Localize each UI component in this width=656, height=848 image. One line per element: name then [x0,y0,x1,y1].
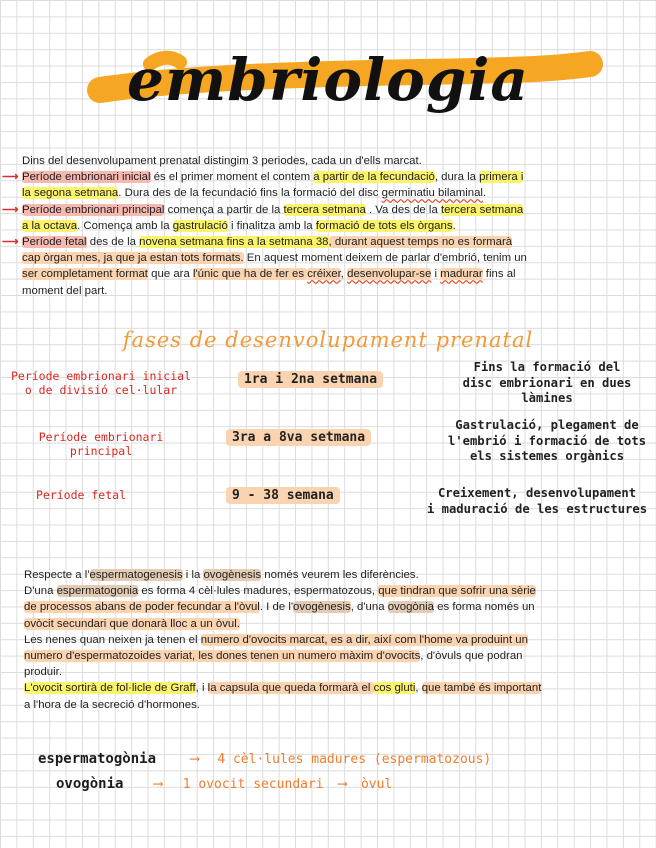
intro-line: ⟶ Període embrionari inicial és el primer moment el contem a partir de la fecundació, dura la primera i [22,169,628,185]
stage-description: Gastrulació, plegament de l'embrió i formació de tots els sistemes orgànics [447,418,647,463]
summary-result: 1 ovocit secundari [182,777,324,792]
arrow-right-icon: ⟶ [2,203,19,216]
arrow-right-icon: ⟶ [153,776,163,792]
stage-label: Període embrionari inicial o de divisió cel·lular [10,369,191,397]
intro-line: Dins del desenvolupament prenatal distingim 3 periodes, cada un d'ells marcat. [22,155,422,167]
period-label: 3ra a 8va setmana [226,430,371,445]
text-line: de processos abans de poder fecundar a l'òvul. I de l'ovogènesis, d'una ovogònia es forma només un [24,601,535,614]
summary-row [38,751,491,767]
summary-result: 4 cèl·lules madures (espermatozous) [217,752,492,767]
intro-line: moment del part. [22,284,108,297]
intro-paragraph [2,153,628,299]
arrow-right-icon: ⟶ [338,776,347,792]
intro-line: la segona setmana. Dura des de la fecundació fins la formació del disc germinatiu bilaminal. [22,187,487,200]
intro-line: cap òrgan mes, ja que ja estan tots formats. En aquest moment deixem de parlar d'embrió, tenim un [22,252,527,265]
text-line: numero d'espermatozoides variat, les dones tenen un numero màxim d'ovocits, d'òvuls que podran [24,650,523,663]
intro-line: ⟶ Període embrionari principal comença a partir de la tercera setmana . Va des de la tercera setmana [22,202,628,218]
intro-line: ⟶ Període fetal des de la novena setmana fins a la setmana 38, durant aquest temps no es formarà [22,234,628,250]
arrow-right-icon: ⟶ [2,236,19,249]
summary-result: òvul [360,777,393,792]
page-title: embriologia [127,46,529,114]
summary-row [56,776,392,792]
intro-line: a la octava. Comença amb la gastrulació i finalitza amb la formació de tots els òrgans. [22,219,456,232]
summary-label: espermatogònia [38,751,157,767]
stage-description: Creixement, desenvolupament i maduració de les estructures [426,486,648,516]
text-line: Respecte a l'espermatogenesis i la ovogènesis només veurem les diferències. [24,569,419,581]
title-area [0,28,656,128]
summary-label: ovogònia [56,776,124,792]
stage-description: Fins la formació del disc embrionari en dues làmines [462,360,632,405]
stage-label: Període fetal [35,488,126,502]
stage-label: Període embrionari principal [38,430,164,458]
arrow-right-icon: ⟶ [2,171,19,184]
text-line: D'una espermatogonia es forma 4 cèl·lules madures, espermatozous, que tindran que sofrir una sèrie [24,585,536,598]
text-line: ovòcit secundari que donarà lloc a un òvul. [24,617,240,630]
text-line: a l'hora de la secreció d'hormones. [24,698,200,711]
arrow-right-icon: ⟶ [190,751,199,767]
text-line: produir. [24,666,62,679]
intro-line: ser completament format que ara l'únic que ha de fer es créixer, desenvolupar-se i madurar fins al [22,268,516,281]
text-line: L'ovocit sortirà de fol·licle de Graff, i la capsula que queda formarà el cos gluti, que també és important [24,682,542,695]
period-label: 9 - 38 semana [226,488,340,503]
period-label: 1ra i 2na setmana [238,372,383,387]
phases-heading: fases de desenvolupament prenatal [122,328,534,352]
gametogenesis-paragraph [24,567,634,713]
text-line: Les nenes quan neixen ja tenen el numero d'ovocits marcat, es a dir, així com l'home va produint un [24,633,528,646]
